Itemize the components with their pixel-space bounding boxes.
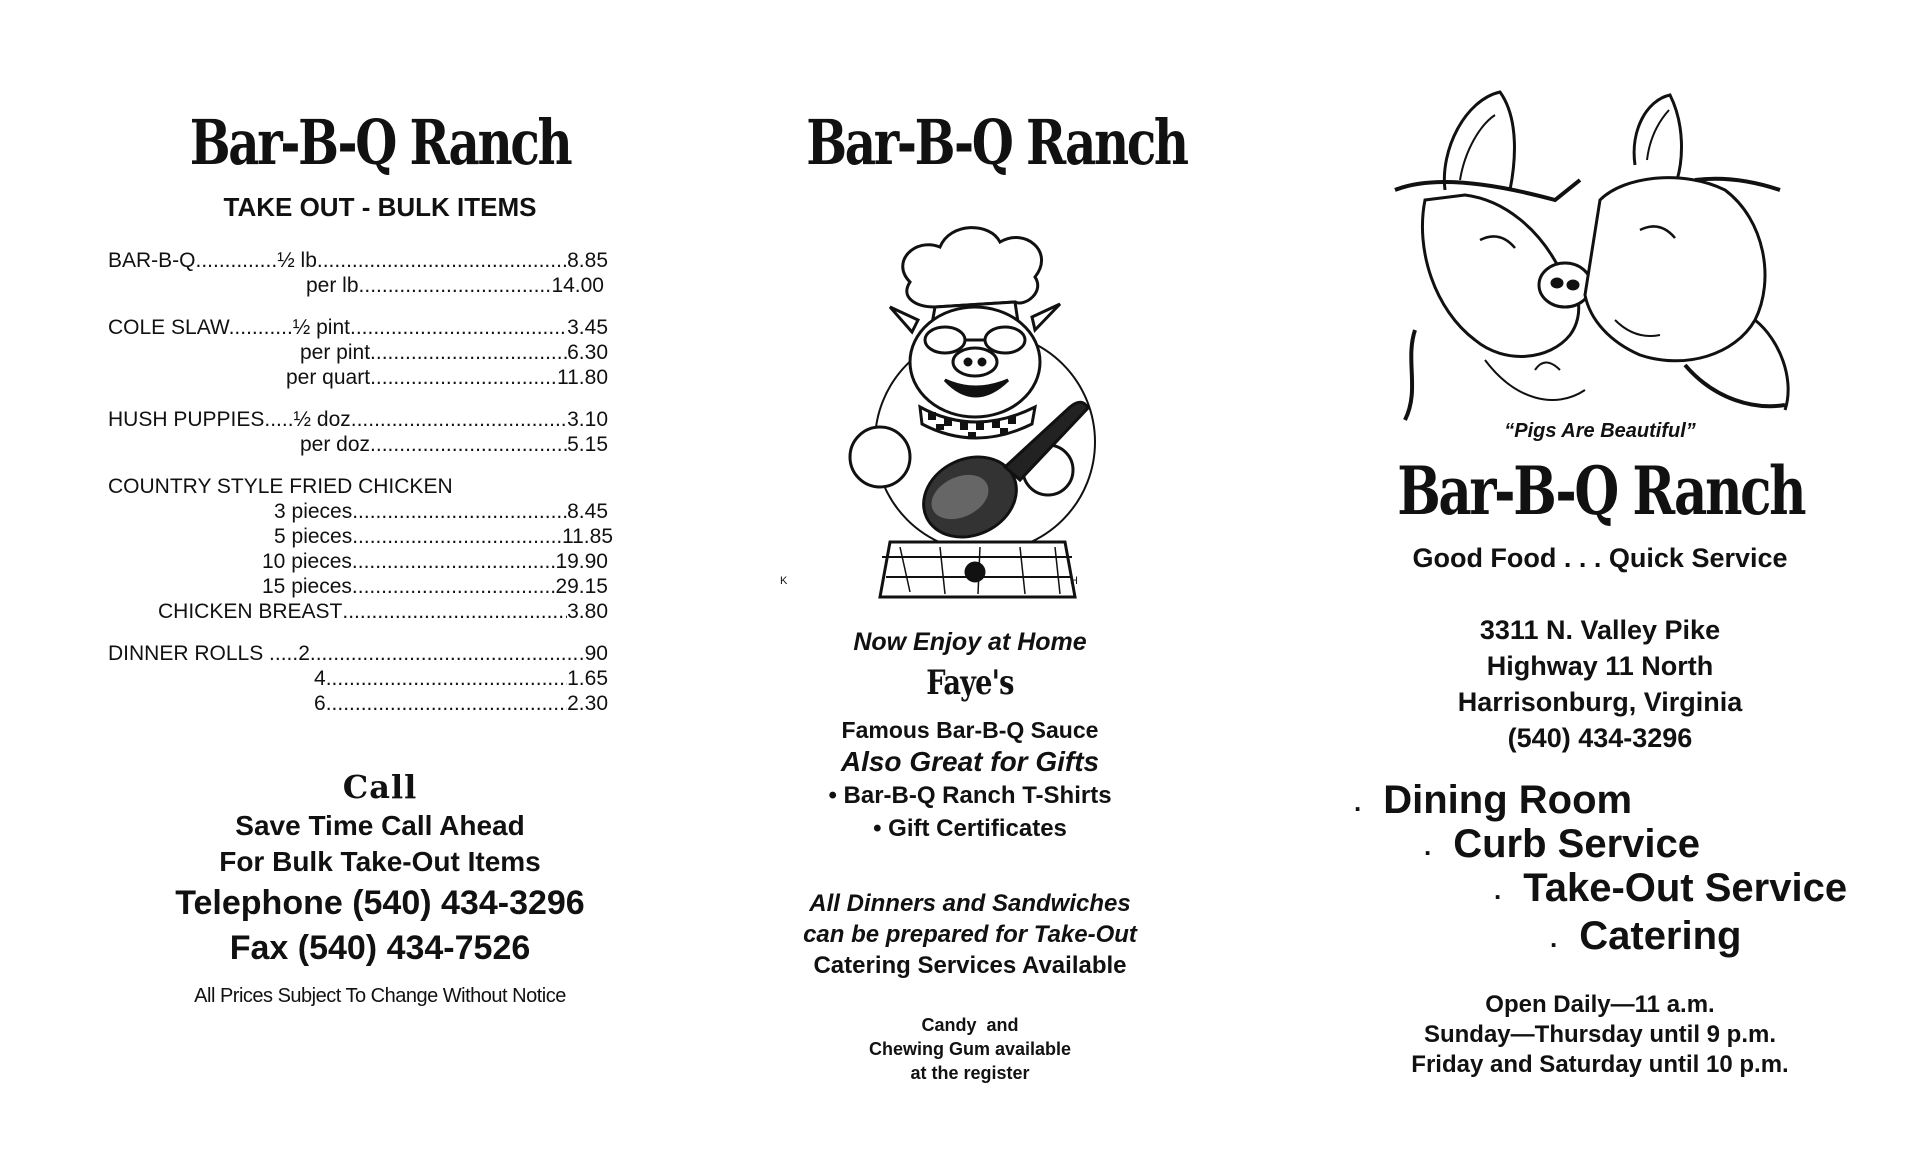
panel-promotions (760, 0, 1187, 1166)
menu-price: 11.85 (562, 525, 613, 548)
telephone-number: Telephone (540) 434-3296 (175, 884, 585, 922)
service-bullet: . (1354, 786, 1362, 817)
menu-label: DINNER ROLLS .....2 (108, 642, 310, 665)
brand-title: Bar-B-Q Ranch (806, 106, 1187, 179)
service-catering (1550, 914, 1741, 959)
opening-hours (1340, 990, 1860, 1080)
hours-line: Friday and Saturday until 10 p.m. (1411, 1051, 1789, 1078)
menu-label: 4 (314, 667, 326, 690)
menu-label: 15 pieces (262, 575, 352, 598)
candy-line: at the register (910, 1063, 1030, 1083)
address-block (1340, 612, 1860, 756)
dinners-line: All Dinners and Sandwiches (809, 890, 1131, 917)
menu-label: BAR-B-Q..............½ lb (108, 249, 317, 272)
enjoy-heading: Now Enjoy at Home (853, 628, 1087, 656)
call-title: Call (342, 768, 418, 806)
service-bullet: . (1424, 830, 1432, 861)
section-subtitle: TAKE OUT - BULK ITEMS (223, 192, 537, 222)
menu-label: 3 pieces (274, 500, 353, 523)
call-line: For Bulk Take-Out Items (219, 846, 541, 877)
menu-label: 5 pieces (274, 525, 353, 548)
gift-item: • Bar-B-Q Ranch T-Shirts (828, 782, 1112, 809)
menu-price: 2.30 (567, 692, 608, 715)
gifts-heading: Also Great for Gifts (840, 746, 1100, 777)
brand-title: Bar-B-Q Ranch (189, 106, 571, 179)
gift-item: • Gift Certificates (873, 815, 1067, 842)
panel-take-out (70, 0, 690, 1166)
call-line: Save Time Call Ahead (235, 810, 525, 841)
menu-label: per doz. (300, 433, 376, 456)
menu-price: 3.45 (567, 316, 608, 339)
candy-line: Candy and (921, 1015, 1019, 1035)
bulk-menu (108, 248, 688, 733)
catering-line: Catering Services Available (813, 952, 1127, 979)
menu-label: per quart (286, 366, 371, 389)
menu-price: 3.80 (567, 600, 608, 623)
menu-price: 6.30 (567, 341, 608, 364)
service-curb (1424, 822, 1700, 867)
chef-pig-icon (820, 212, 1140, 612)
menu-price: .90 (578, 642, 608, 665)
service-dining-room (1354, 778, 1632, 823)
service-label: Take-Out Service (1523, 866, 1848, 910)
menu-label: per pint (300, 341, 371, 364)
service-bullet: . (1550, 922, 1558, 953)
menu-item-fried-chicken (108, 474, 688, 624)
call-ahead-block (70, 768, 690, 968)
pigs-tagline: “Pigs Are Beautiful” (1504, 420, 1696, 442)
phone-number: (540) 434-3296 (1507, 723, 1693, 753)
hours-line: Sunday—Thursday until 9 p.m. (1423, 1021, 1777, 1048)
panel-cover (1340, 0, 1900, 1166)
fayes-brand: Faye's (926, 663, 1014, 703)
menu-price: 5.15 (567, 433, 608, 456)
service-label: Catering (1579, 914, 1742, 958)
menu-price: 8.45 (567, 500, 608, 523)
hours-line: Open Daily—11 a.m. (1485, 991, 1715, 1018)
menu-label: CHICKEN BREAST (158, 600, 343, 623)
menu-label: 6 (314, 692, 326, 715)
menu-item-hush-puppies (108, 407, 688, 457)
artist-initial: H (1070, 575, 1078, 587)
menu-price: 11.80 (557, 366, 608, 389)
menu-price: 8.85 (567, 249, 608, 272)
address-line: Harrisonburg, Virginia (1457, 687, 1743, 717)
address-line: 3311 N. Valley Pike (1479, 615, 1721, 645)
service-label: Dining Room (1383, 778, 1633, 822)
menu-label: COUNTRY STYLE FRIED CHICKEN (108, 475, 453, 498)
menu-item-cole-slaw (108, 315, 688, 390)
candy-line: Chewing Gum available (868, 1039, 1072, 1059)
price-notice: All Prices Subject To Change Without Notice (194, 985, 566, 1007)
menu-label: COLE SLAW...........½ pint (108, 316, 350, 339)
dinners-line: can be prepared for Take-Out (803, 921, 1137, 948)
menu-price: 1.65 (567, 667, 608, 690)
service-label: Curb Service (1453, 822, 1701, 866)
artist-initial: K (780, 575, 788, 587)
slogan: Good Food . . . Quick Service (1412, 543, 1788, 573)
menu-price: 14.00 (551, 274, 604, 297)
menu-label: HUSH PUPPIES.....½ doz. (108, 408, 357, 431)
menu-price: 3.10 (567, 408, 608, 431)
menu-price: 29.15 (555, 575, 608, 598)
brand-title: Bar-B-Q Ranch (1397, 452, 1805, 530)
sauce-label: Famous Bar-B-Q Sauce (841, 717, 1099, 743)
address-line: Highway 11 North (1486, 651, 1714, 681)
menu-label: per lb (306, 274, 359, 297)
menu-item-bbq (108, 248, 688, 298)
menu-item-dinner-rolls (108, 641, 688, 716)
service-take-out (1494, 866, 1847, 911)
fax-number: Fax (540) 434-7526 (229, 929, 531, 967)
menu-price: 19.90 (555, 550, 608, 573)
two-pigs-icon (1385, 80, 1805, 440)
service-bullet: . (1494, 874, 1502, 905)
menu-label: 10 pieces (262, 550, 352, 573)
